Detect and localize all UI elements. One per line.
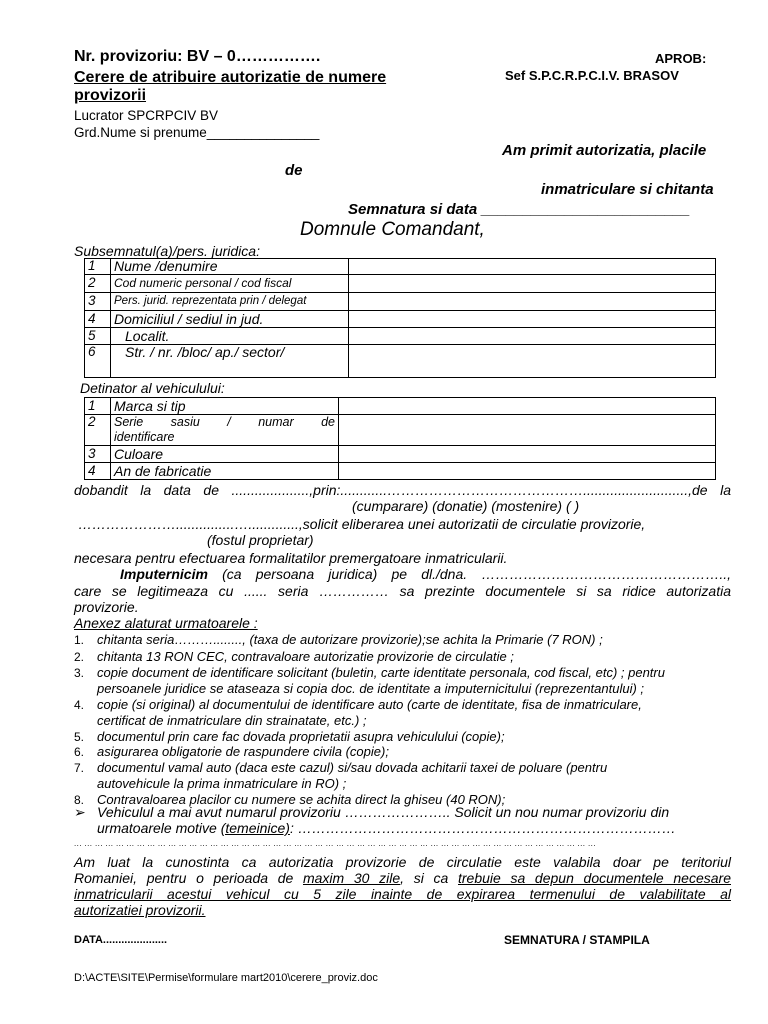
- receipt-line2: inmatriculare si chitanta: [541, 181, 714, 198]
- vin-char-boxes[interactable]: [339, 415, 716, 446]
- table-row: [85, 275, 716, 293]
- annex-item-number: 1.: [74, 633, 85, 647]
- form-title-line1: Cerere de atribuire autorizatie de numere: [74, 69, 387, 86]
- row-number: 5: [85, 328, 111, 345]
- row-number: 4: [85, 311, 111, 328]
- row-label-line: Serie sasiu / numar de: [114, 415, 335, 429]
- notice-trebuie: trebuie sa depun documentele necesare: [457, 870, 731, 886]
- row-number: 2: [85, 275, 111, 293]
- annex-item-text: documentul vamal auto (daca este cazul) si/sau dovada achitarii taxei de poluare (pentru: [97, 760, 608, 775]
- anexez-heading: Anexez alaturat urmatoarele :: [74, 615, 258, 631]
- row-number: 3: [85, 446, 111, 463]
- data-field: DATA.....................: [74, 934, 168, 946]
- row-label: Cod numeric personal / cod fiscal: [111, 275, 349, 293]
- provizorie-line: provizorie.: [74, 599, 139, 615]
- section1-title: Subsemnatul(a)/pers. juridica:: [74, 243, 260, 259]
- notice-line4: autorizatiei provizorii.: [74, 902, 206, 918]
- annex-item-text: chitanta 13 RON CEC, contravaloare autorizatie provizorie de circulatie ;: [97, 649, 514, 664]
- localitate-input-cell[interactable]: [349, 328, 716, 345]
- fostul-proprietar-label: (fostul proprietar): [207, 532, 314, 548]
- row-label: Domiciliul / sediul in jud.: [111, 311, 349, 328]
- arrow-bullet-icon: ➢: [74, 804, 86, 820]
- judet-input-cell[interactable]: [349, 311, 716, 328]
- bullet-line2-underlined: (temeinice): [220, 820, 290, 836]
- lucrator-label: Lucrator SPCRPCIV BV: [74, 108, 219, 123]
- row-number: 3: [85, 293, 111, 311]
- annex-item-number: 5.: [74, 730, 85, 744]
- bullet-line2-post: : ………………………………………………………………………: [289, 820, 676, 836]
- dotted-separator: ... ... ... ... ... ... ... ... ... ... ... ... ... ... ... ... ... ... ... ... ... ... ... ... ... ... ... ... ... ... ... ... ... ... ... ... ... ... ... ... ... ... ... ... ... ... ... ... ... ...: [74, 839, 596, 848]
- notice-line2-a: Romaniei, pentru o perioada de: [74, 870, 303, 886]
- annex-item-text: autovehicule la prima inmatriculare in RO) ;: [97, 776, 347, 791]
- annex-item-text: chitanta seria………........, (taxa de autorizare provizorie);se achita la Primarie (7 RON) ;: [97, 632, 603, 647]
- bullet-line2: [97, 820, 676, 836]
- table-row: [85, 311, 716, 328]
- row-number: 1: [85, 398, 111, 415]
- row-label: Str. / nr. /bloc/ ap./ sector/: [111, 345, 349, 378]
- cnp-digit-boxes[interactable]: [349, 275, 716, 293]
- row-number: 6: [85, 345, 111, 378]
- form-title-line2: provizorii: [74, 87, 147, 104]
- annex-item-text: copie document de identificare solicitant (buletin, carte identitate personala, cod fiscal, etc) ; pentru: [97, 665, 665, 680]
- row-label-line: identificare: [114, 430, 175, 444]
- annex-item-text: persoanele juridice se ataseaza si copia doc. de identitate a imputernicitului (reprezentantului) ;: [97, 681, 645, 696]
- imputernicim-bold: Imputernicim: [120, 566, 208, 582]
- applicant-table: [84, 258, 716, 378]
- acquisition-options: (cumparare) (donatie) (mostenire) ( ): [352, 498, 580, 514]
- annex-item-text: Contravaloarea placilor cu numere se achita direct la ghiseu (40 RON);: [97, 792, 506, 807]
- an-fabricatie-input-cell[interactable]: [339, 463, 716, 480]
- vehicle-table: [84, 397, 716, 480]
- row-label: Pers. jurid. reprezentata prin / delegat: [111, 293, 349, 311]
- delegat-input-cell[interactable]: [349, 293, 716, 311]
- annex-item-number: 2.: [74, 650, 85, 664]
- annex-item-text: asigurarea obligatorie de raspundere civila (copie);: [97, 744, 389, 759]
- annex-item-number: 6.: [74, 745, 85, 759]
- row-label: Nume /denumire: [111, 259, 349, 275]
- imputernicim-line: [74, 566, 731, 582]
- imputernicim-rest: (ca persoana juridica) pe dl./dna. ……………………………………………..,: [222, 566, 731, 582]
- annex-item-text: certificat de inmatriculare din strainatate, etc.) ;: [97, 713, 367, 728]
- strada-input-cell[interactable]: [349, 345, 716, 378]
- section2-title: Detinator al vehiculului:: [80, 380, 225, 396]
- salutation: Domnule Comandant,: [300, 219, 485, 240]
- table-row: [85, 328, 716, 345]
- notice-line2: [74, 870, 731, 886]
- row-number: 4: [85, 463, 111, 480]
- legitimeaza-line: care se legitimeaza cu ...... seria …………… sa prezinte documentele si sa ridice autorizatia: [74, 583, 731, 599]
- grd-nume-field: Grd.Nume si prenume_______________: [74, 125, 320, 140]
- receipt-de: de: [285, 162, 303, 179]
- row-label: An de fabricatie: [111, 463, 339, 480]
- receipt-signature-line: Semnatura si data _________________________: [348, 201, 690, 218]
- nume-input-cell[interactable]: [349, 259, 716, 275]
- table-row: [85, 398, 716, 415]
- row-label: [111, 415, 339, 446]
- annex-item-number: 7.: [74, 761, 85, 775]
- bullet-line1: Vehiculul a mai avut numarul provizoriu ………………….. Solicit un nou numar provizoriu din: [97, 804, 670, 820]
- notice-line1: Am luat la cunostinta ca autorizatia provizorie de circulatie este valabila doar pe teritoriul: [74, 854, 731, 870]
- aprob-label: APROB:: [655, 51, 707, 66]
- notice-line3: inmatricularii acestui vehicul cu 5 zile inainte de expirarea termenului de valabilitate al: [74, 886, 731, 902]
- marca-input-cell[interactable]: [339, 398, 716, 415]
- dobandit-line: dobandit la data de ....................,prin:............……………………………………...........................,de la: [74, 482, 731, 498]
- row-label: Marca si tip: [111, 398, 339, 415]
- row-number: 2: [85, 415, 111, 446]
- culoare-input-cell[interactable]: [339, 446, 716, 463]
- row-label: Localit.: [111, 328, 349, 345]
- bullet-line2-pre: urmatoarele motive: [97, 820, 221, 836]
- table-row: [85, 345, 716, 378]
- semnatura-stampila-label: SEMNATURA / STAMPILA: [504, 933, 650, 947]
- sef-label: Sef S.P.C.R.P.C.I.V. BRASOV: [505, 68, 679, 83]
- annex-item-number: 3.: [74, 666, 85, 680]
- annex-item-number: 8.: [74, 793, 85, 807]
- form-number: Nr. provizoriu: BV – 0…………….: [74, 48, 321, 65]
- annex-item-number: 4.: [74, 698, 85, 712]
- table-row: [85, 463, 716, 480]
- receipt-line1: Am primit autorizatia, placile: [502, 142, 707, 159]
- notice-maxim-30-zile: maxim 30 zile: [302, 870, 401, 886]
- table-row: [85, 415, 716, 446]
- solicit-line: …………………...............….............,solicit eliberarea unei autorizatii de circulatie provizorie,: [78, 516, 646, 532]
- notice-line2-b: , si ca: [400, 870, 458, 886]
- necesara-line: necesara pentru efectuarea formalitatilor premergatoare inmatricularii.: [74, 550, 508, 566]
- table-row: [85, 446, 716, 463]
- row-number: 1: [85, 259, 111, 275]
- annex-item-text: documentul prin care fac dovada proprietatii asupra vehiculului (copie);: [97, 729, 505, 744]
- file-path: D:\ACTE\SITE\Permise\formulare mart2010\cerere_proviz.doc: [74, 972, 378, 984]
- annex-item-text: copie (si original) al documentului de identificare auto (carte de identitate, fisa de inmatriculare,: [97, 697, 642, 712]
- table-row: [85, 293, 716, 311]
- table-row: [85, 259, 716, 275]
- row-label: Culoare: [111, 446, 339, 463]
